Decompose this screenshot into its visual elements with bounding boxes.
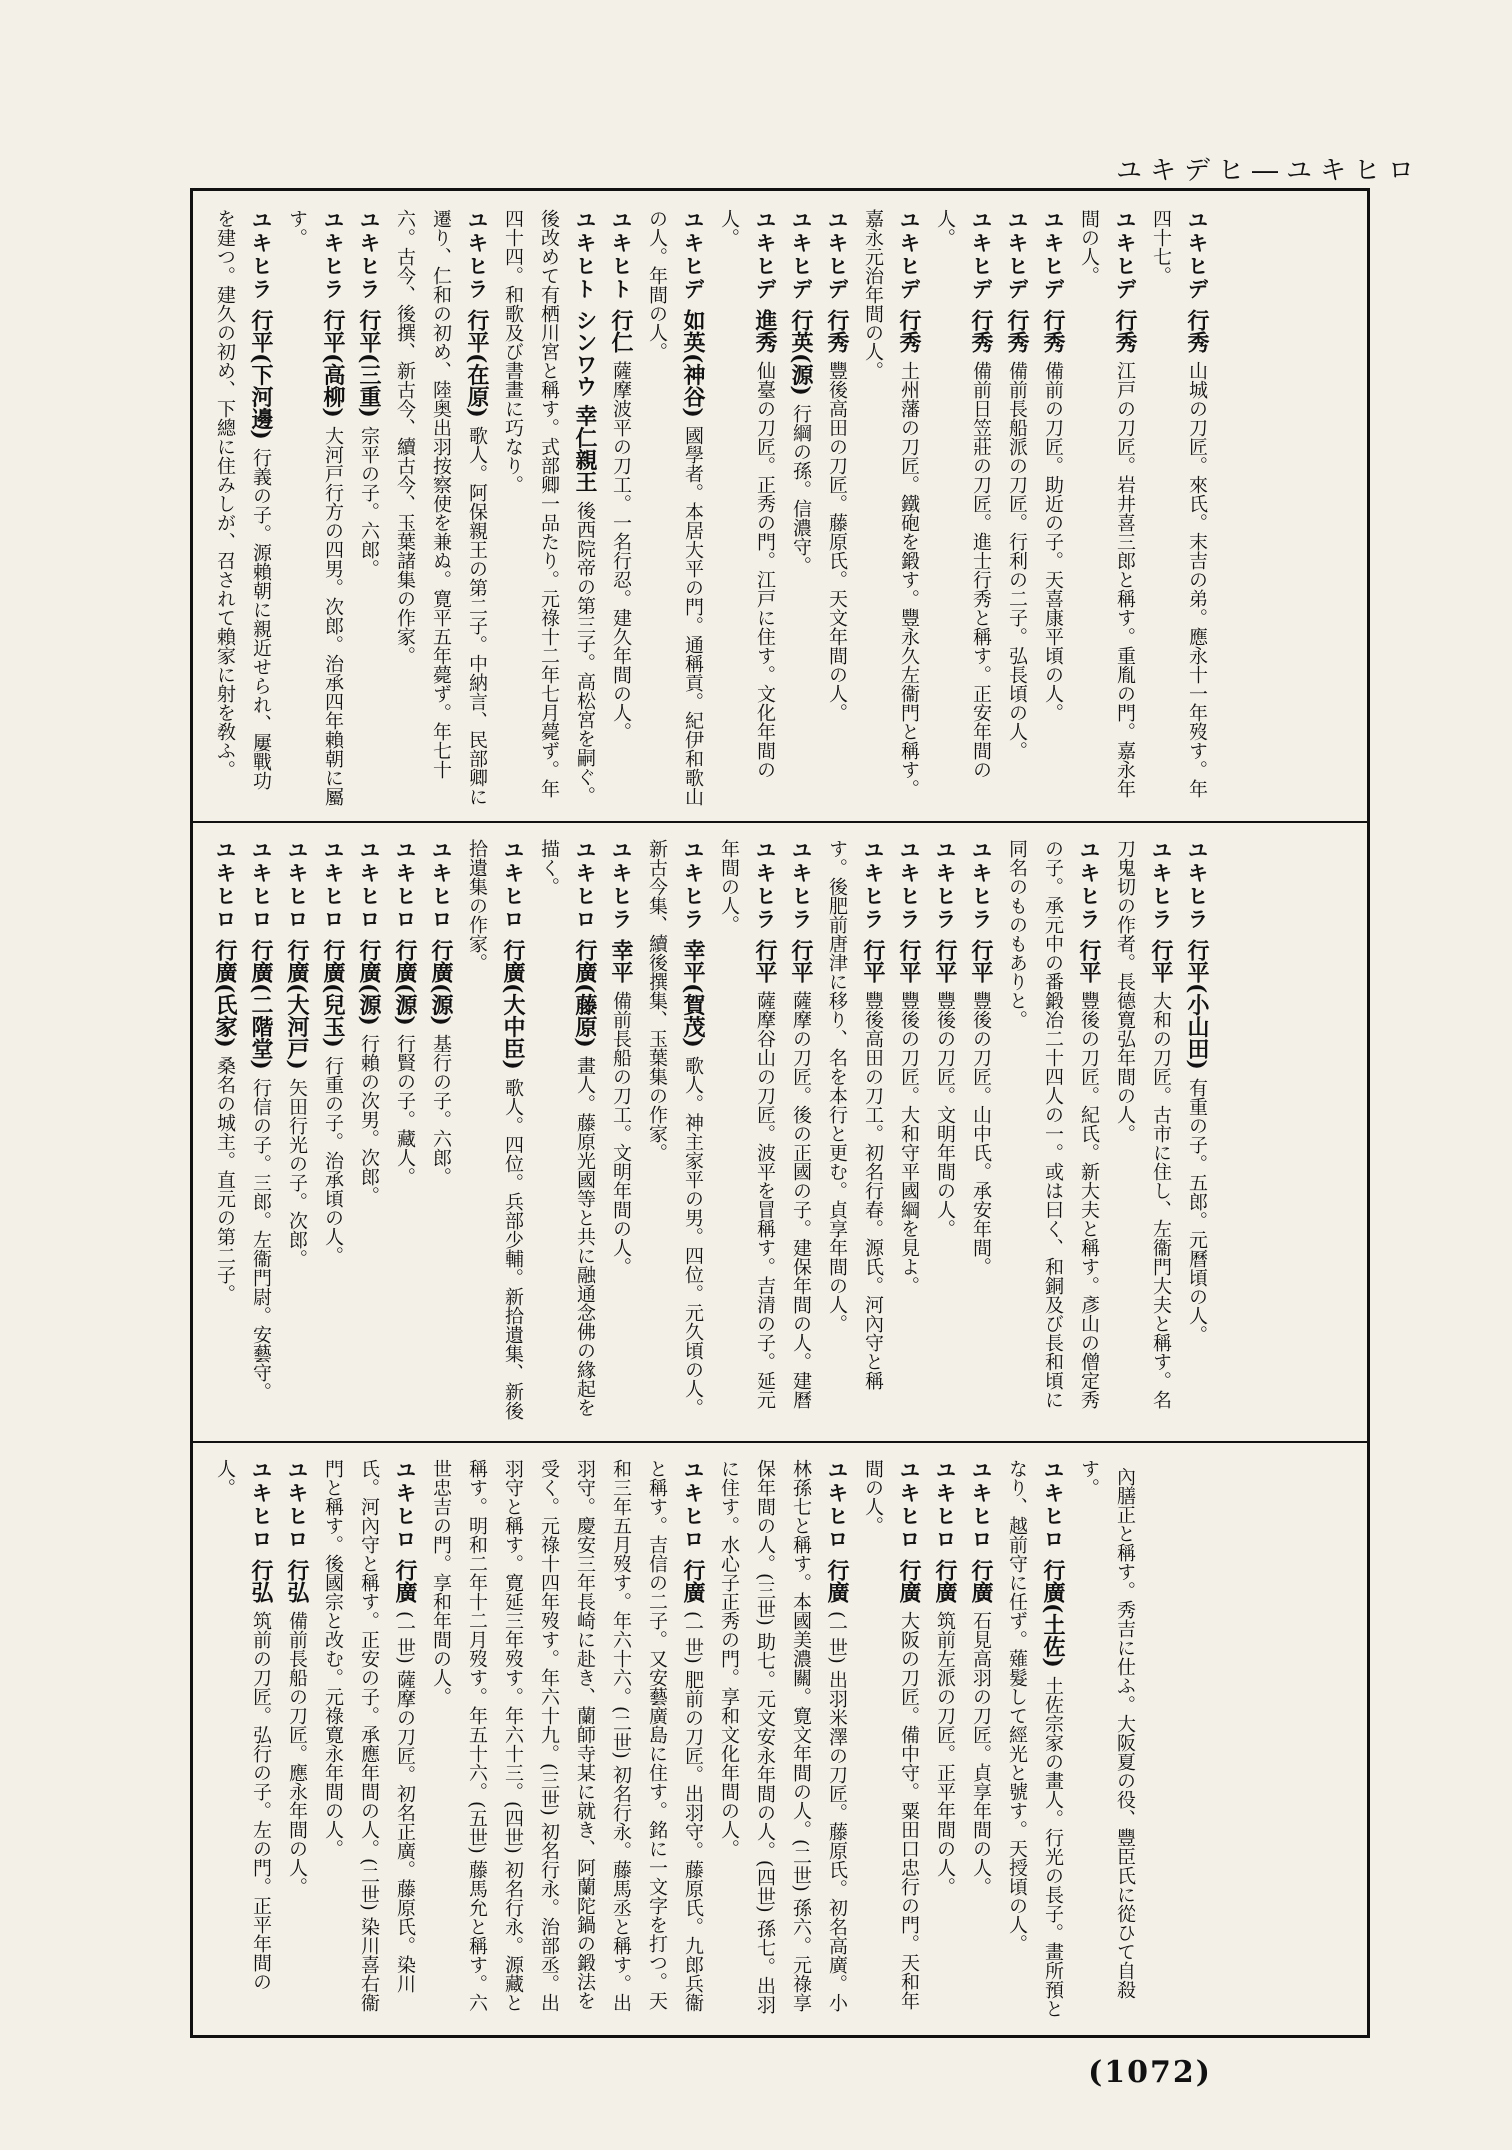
entry-description: 有重の子。五郎。元曆頃の人。: [1186, 1077, 1208, 1344]
entry-description: 豐後の刀匠。大和守平國綱を見よ。: [898, 991, 920, 1295]
dictionary-entry: [207, 839, 243, 1427]
entry-name: 行秀: [1184, 309, 1210, 353]
entry-reading: ユキヒロ: [825, 1459, 849, 1551]
dictionary-entry: [711, 209, 783, 807]
entry-reading: ユキヒロ: [969, 1459, 993, 1551]
entry-reading: ユキヒラ: [609, 839, 633, 931]
entry-reading: ユキヒロ: [897, 1459, 921, 1551]
dictionary-entry: [531, 839, 603, 1427]
entry-description: 行義の子。源賴朝に親近せられ、屢戰功を建つ。建久の初め、下總に住みしが、召されて賴家に射を敎ふ。: [214, 209, 272, 790]
entry-reading: ユキヒロ: [933, 1459, 957, 1551]
entry-name: 進秀: [752, 309, 778, 353]
dictionary-entry: [351, 839, 387, 1427]
entry-description: 豐後の刀匠。紀氏。新大夫と稱す。彥山の僧定秀の子。承元中の番鍛冶二十四人の一。或は曰く、和銅及び長和頃に同名のものもありと。: [1006, 839, 1100, 1409]
dictionary-entry: [459, 839, 531, 1427]
entry-name: 行廣(大中臣): [500, 939, 526, 1070]
entry-name: 行廣(兒玉): [320, 939, 346, 1048]
entry-reading: ユキヒロ: [393, 839, 417, 931]
entry-reading: ユキヒデ: [1041, 209, 1065, 301]
entry-name: 行弘: [284, 1559, 310, 1603]
dictionary-entry: [927, 839, 963, 1427]
entry-band-top: [193, 191, 1367, 823]
entry-reading: ユキヒラ: [789, 839, 813, 931]
running-head: ユキデヒ―ユキヒロ: [1115, 156, 1422, 186]
entry-description: 豐後高田の刀工。初名行春。源氏。河內守と稱す。後肥前唐津に移り、名を本行と更む。貞享年間の人。: [826, 839, 884, 1390]
entry-reading: ユキヒロ: [249, 839, 273, 931]
dictionary-entry: [1143, 209, 1215, 807]
entry-name: 行廣: [896, 1559, 922, 1603]
entry-description: 筑前左派の刀匠。正平年間の人。: [934, 1611, 956, 1896]
entry-reading: ユキヒデ: [1005, 209, 1029, 301]
entry-reading: ユキヒロ: [429, 839, 453, 931]
entry-description: 歌人。神主家平の男。四位。元久頃の人。新古今集、續後撰集、玉葉集の作家。: [646, 839, 704, 1417]
entry-description: 豐後の刀匠。文明年間の人。: [934, 991, 956, 1238]
dictionary-entry: [999, 839, 1107, 1427]
entry-description: 宗平の子。六郎。: [358, 425, 380, 578]
entry-description: 備前の刀匠。助近の子。天喜康平頃の人。: [1042, 361, 1064, 722]
entry-name: 行平: [968, 939, 994, 983]
entry-name: 行廣(大河戸): [284, 939, 310, 1070]
dictionary-entry: [783, 839, 819, 1427]
dictionary-entry: [855, 1459, 927, 2021]
entry-name: 行廣(源): [392, 939, 418, 1026]
entry-description: 備前日笠莊の刀匠。進士行秀と稱す。正安年間の人。: [934, 209, 992, 779]
dictionary-page-frame: [190, 188, 1370, 2038]
entry-description: 基行の子。六郎。: [430, 1033, 452, 1186]
entries-column-group: [193, 191, 1229, 821]
entry-description: 備前長船の刀匠。應永年間の人。: [286, 1611, 308, 1896]
entry-reading: ユキヒラ: [933, 839, 957, 931]
entry-name: 行平: [1076, 939, 1102, 983]
dictionary-entry: [1071, 209, 1143, 807]
entry-name: 行廣: [392, 1559, 418, 1603]
entry-name: 行平: [860, 939, 886, 983]
dictionary-entry: [1071, 1459, 1143, 2021]
entry-description: (一世) 薩摩の刀匠。初名正廣。藤原氏。染川氏。河內守と稱す。正安の子。承應年間の人。(二世) 染川喜右衞門と稱す。後國宗と改む。元祿寛永年間の人。: [322, 1459, 416, 2012]
entry-name: 行秀: [1112, 309, 1138, 353]
entry-description: 行賢の子。藏人。: [394, 1033, 416, 1186]
entry-description: 備前長船の刀工。文明年間の人。: [610, 991, 632, 1276]
entry-reading: ユキヒロ: [573, 839, 597, 931]
entry-name: 行廣: [680, 1559, 706, 1603]
dictionary-entry: [963, 1459, 999, 2021]
entry-reading: ユキヒデ: [969, 209, 993, 301]
entry-description: 備前長船派の刀匠。行利の二子。弘長頃の人。: [1006, 361, 1028, 760]
dictionary-entry: [819, 209, 855, 807]
entry-description: 薩摩谷山の刀匠。波平を冒稱す。吉清の子。延元年間の人。: [718, 839, 776, 1409]
entry-description: 矢田行光の子。次郎。: [286, 1077, 308, 1268]
entry-name: 行仁: [608, 309, 634, 353]
entry-reading: ユキヒラ: [357, 209, 381, 301]
entry-description: 豐後の刀匠。山中氏。承安年間。: [970, 991, 992, 1276]
entry-name: 行秀: [968, 309, 994, 353]
entry-reading: ユキヒロ: [285, 839, 309, 931]
entry-reading: ユキヒラ: [753, 839, 777, 931]
entry-description: 歌人。阿保親王の第二子。中納言、民部卿に遷り、仁和の初め、陸奥出羽按察使を兼ぬ。寛平五年薨ず。年七十六。古今、後撰、新古今、續古今、玉葉諸集の作家。: [394, 209, 488, 806]
entry-name: 行平(下河邊): [248, 309, 274, 440]
entry-reading: ユキヒデ: [897, 209, 921, 301]
dictionary-entry: [711, 839, 783, 1427]
dictionary-entry: [243, 839, 279, 1427]
dictionary-entry: [819, 839, 891, 1427]
entry-reading: ユキヒラ: [1077, 839, 1101, 931]
entry-name: 如英(神谷): [680, 309, 706, 418]
entry-name: 行平: [752, 939, 778, 983]
dictionary-entry: [927, 209, 999, 807]
entry-name: 行廣(源): [356, 939, 382, 1026]
entry-description: 國學者。本居大平の門。通稱貢。紀伊和歌山の人。年間の人。: [646, 209, 704, 806]
entry-description: 行信の子。三郎。左衞門尉。安藝守。: [250, 1077, 272, 1401]
dictionary-entry: [315, 1459, 423, 2021]
entries-column-group: [193, 1441, 1157, 2035]
entry-reading: ユキヒデ: [1113, 209, 1137, 301]
entry-description: 仙臺の刀匠。正秀の門。江戸に住す。文化年間の人。: [718, 209, 776, 779]
dictionary-entry: [927, 1459, 963, 2021]
entry-reading: ユキヒラ: [681, 839, 705, 931]
entry-reading: ユキヒラ: [861, 839, 885, 931]
entry-reading: ユキヒデ: [1185, 209, 1209, 301]
dictionary-entry: [891, 839, 927, 1427]
dictionary-entry: [279, 1459, 315, 2021]
entry-description: 筑前の刀匠。弘行の子。左の門。正平年間の人。: [214, 1459, 272, 1991]
entry-description: 土州藩の刀匠。鐵砲を鍛す。豐永久左衞門と稱す。嘉永元治年間の人。: [862, 209, 920, 798]
entry-name: 行平(高柳): [320, 309, 346, 418]
entry-reading: ユキヒロ: [501, 839, 525, 931]
dictionary-entry: [603, 209, 639, 807]
entry-name: 行英(源): [788, 309, 814, 396]
entry-description: 大和の刀匠。古市に住し、左衞門大夫と稱す。名刀鬼切の作者。長德寛弘年間の人。: [1114, 839, 1172, 1409]
entry-name: 行秀: [1040, 309, 1066, 353]
entry-reading: ユキヒラ: [1149, 839, 1173, 931]
entry-description: 行重の子。治承頃の人。: [322, 1055, 344, 1265]
dictionary-entry: [603, 839, 639, 1427]
entry-reading: ユキヒラ: [1185, 839, 1209, 931]
entry-description: 江戸の刀匠。岩井喜三郎と稱す。重胤の門。嘉永年間の人。: [1078, 209, 1136, 798]
dictionary-entry: [963, 839, 999, 1427]
dictionary-entry: [999, 1459, 1071, 2021]
entry-description: 內膳正と稱す。秀吉に仕ふ。大阪夏の役、豐臣氏に從ひて自殺す。: [1078, 1459, 1136, 1999]
dictionary-entry: [495, 209, 603, 807]
entry-reading: ユキヒロ: [213, 839, 237, 931]
entry-reading: ユキヒロ: [681, 1459, 705, 1551]
entry-name: 行廣(二階堂): [248, 939, 274, 1070]
entry-name: 行秀: [896, 309, 922, 353]
entries-column-group: [193, 821, 1229, 1441]
dictionary-entry: [279, 839, 315, 1427]
entry-reading: ユキヒデ: [681, 209, 705, 301]
entry-name: 行廣(土佐): [1040, 1559, 1066, 1668]
entry-name: シンワウ 幸仁親王: [572, 309, 598, 493]
entry-name: 幸平(賀茂): [680, 939, 706, 1048]
dictionary-entry: [999, 209, 1035, 807]
entry-reading: ユキヒロ: [1041, 1459, 1065, 1551]
entry-name: 幸平: [608, 939, 634, 983]
entry-name: 行平(三重): [356, 309, 382, 418]
entry-reading: ユキヒデ: [789, 209, 813, 301]
entry-description: 大河戸行方の四男。次郎。治承四年賴朝に屬す。: [286, 209, 344, 806]
entry-description: 山城の刀匠。來氏。末吉の弟。應永十一年歿す。年四十七。: [1150, 209, 1208, 798]
entry-name: 行弘: [248, 1559, 274, 1603]
entry-name: 行平: [788, 939, 814, 983]
entry-description: 畫人。藤原光國等と共に融通念佛の緣起を描く。: [538, 839, 596, 1417]
entry-name: 行平(在原): [464, 309, 490, 418]
entry-description: 歌人。四位。兵部少輔。新拾遺集、新後拾遺集の作家。: [466, 839, 524, 1420]
entry-name: 行秀: [1004, 309, 1030, 353]
entry-reading: ユキヒラ: [321, 209, 345, 301]
dictionary-entry: [387, 839, 423, 1427]
entry-reading: ユキヒロ: [285, 1459, 309, 1551]
entry-description: 石見高羽の刀匠。貞享年間の人。: [970, 1611, 992, 1896]
entry-reading: ユキヒラ: [897, 839, 921, 931]
dictionary-entry: [279, 209, 351, 807]
entry-reading: ユキヒラ: [969, 839, 993, 931]
entry-name: 行廣: [932, 1559, 958, 1603]
entry-name: 行平(小山田): [1184, 939, 1210, 1070]
entry-reading: ユキヒト: [609, 209, 633, 301]
entry-band-bottom: [193, 1441, 1367, 2035]
dictionary-entry: [639, 839, 711, 1427]
entry-description: 行賴の次男。次郎。: [358, 1033, 380, 1205]
dictionary-entry: [423, 1459, 711, 2021]
dictionary-entry: [351, 209, 387, 807]
entry-band-middle: [193, 821, 1367, 1443]
entry-name: 行廣: [824, 1559, 850, 1603]
entry-description: 薩摩の刀匠。後の正國の子。建保年間の人。建曆: [790, 991, 812, 1409]
dictionary-entry: [1179, 839, 1215, 1427]
entry-name: 行廣: [968, 1559, 994, 1603]
dictionary-entry: [855, 209, 927, 807]
entry-description: 桑名の城主。直元の第二子。: [214, 1055, 236, 1303]
entry-name: 行秀: [824, 309, 850, 353]
entry-reading: ユキヒラ: [249, 209, 273, 301]
dictionary-entry: [315, 839, 351, 1427]
entry-reading: ユキヒデ: [825, 209, 849, 301]
dictionary-entry: [207, 1459, 279, 2021]
entry-description: 大阪の刀匠。備中守。粟田口忠行の門。天和年間の人。: [862, 1459, 920, 2010]
entry-description: 行綱の孫。信濃守。: [790, 403, 812, 575]
entry-name: 行平: [896, 939, 922, 983]
dictionary-entry: [423, 839, 459, 1427]
entry-description: 薩摩波平の刀工。一名行忍。建久年間の人。: [610, 361, 632, 741]
entry-reading: ユキヒロ: [321, 839, 345, 931]
dictionary-entry: [207, 209, 279, 807]
entry-description: (一世) 肥前の刀匠。出羽守。藤原氏。九郎兵衞と稱す。吉信の二子。又安藝廣島に住す。銘に一文字を打つ。天和三年五月歿す。年六十六。(二世) 初名行永。藤馬丞と稱す。出羽守。慶安三年長崎に赴き、蘭師寺某に就き、阿蘭陀鍋の鍛法を受く。元祿十四年歿す。年六十九。(三世) 初名行永。治部丞。出羽守と稱す。寛延三年歿す。年六十三。(四世) 初名行永。源藏と稱す。明和二年十二月歿す。年五十六。(五世) 藤馬允と稱す。六世忠吉の門。享和年間の人。: [430, 1459, 704, 2012]
entry-description: 後西院帝の第三子。高松宮を嗣ぐ。後改めて有栖川宮と稱す。式部卿一品たり。元祿十二年七月薨ず。年四十四。和歌及び書畫に巧なり。: [502, 209, 596, 805]
entry-name: 行廣(源): [428, 939, 454, 1026]
dictionary-entry: [387, 209, 495, 807]
entry-name: 行平: [932, 939, 958, 983]
entry-reading: ユキヒロ: [393, 1459, 417, 1551]
dictionary-entry: [639, 209, 711, 807]
entry-description: 豐後高田の刀匠。藤原氏。天文年間の人。: [826, 361, 848, 722]
entry-reading: ユキヒデ: [753, 209, 777, 301]
entry-name: 行廣(藤原): [572, 939, 598, 1048]
entry-reading: ユキヒロ: [249, 1459, 273, 1551]
entry-reading: ユキヒト: [573, 209, 597, 301]
entry-reading: ユキヒロ: [357, 839, 381, 931]
entry-description: (一世) 出羽米澤の刀匠。藤原氏。初名高廣。小林孫七と稱す。本國美濃關。寛文年間の人。(二世) 孫六。元祿享保年間の人。(三世) 助七。元文安永年間の人。(四世) 孫七。出羽に住す。水心子正秀の門。享和文化年間の人。: [718, 1459, 848, 2014]
dictionary-entry: [711, 1459, 855, 2021]
entry-name: 行廣(氏家): [212, 939, 238, 1048]
entry-reading: ユキヒラ: [465, 209, 489, 301]
page-number: (1072): [1088, 2055, 1212, 2090]
dictionary-entry: [1107, 839, 1179, 1427]
entry-description: 土佐宗家の畫人。行光の長子。畫所預となり、越前守に任ず。薙髮して經光と號す。天授頃の人。: [1006, 1459, 1064, 2018]
dictionary-entry: [783, 209, 819, 807]
dictionary-entry: [1035, 209, 1071, 807]
entry-name: 行平: [1148, 939, 1174, 983]
